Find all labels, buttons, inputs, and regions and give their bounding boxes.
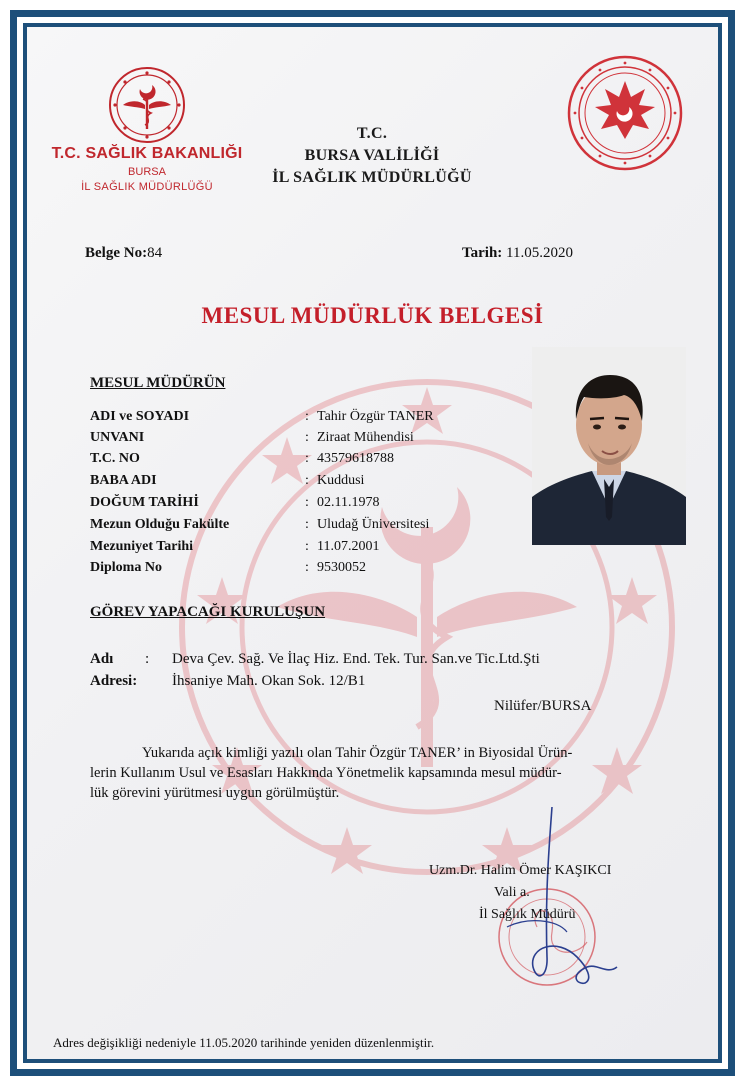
field-label-title: UNVANI <box>90 430 145 445</box>
document-number-value: 84 <box>147 245 163 261</box>
approval-paragraph-line: Yukarıda açık kimliği yazılı olan Tahir Özgür TANER’ in Biyosidal Ürün- <box>142 745 573 761</box>
ministry-department: İL SAĞLIK MÜDÜRLÜĞÜ <box>81 181 213 193</box>
org-address-city: Nilüfer/BURSA <box>494 698 592 714</box>
field-colon: : <box>305 430 309 445</box>
org-address-value: İhsaniye Mah. Okan Sok. 12/B1 <box>172 673 366 689</box>
field-colon: : <box>305 560 309 575</box>
org-name-label: Adı <box>90 651 114 667</box>
field-label-graduation-date: Mezuniyet Tarihi <box>90 539 194 554</box>
document-date <box>462 245 573 262</box>
org-name-value: Deva Çev. Sağ. Ve İlaç Hiz. End. Tek. Tur. San.ve Tic.Ltd.Şti <box>172 651 540 667</box>
document-date-label: Tarih: <box>462 245 503 261</box>
ministry-logo-icon <box>107 65 187 145</box>
field-colon: : <box>305 473 309 488</box>
section-manager-heading: MESUL MÜDÜRÜN <box>90 375 226 391</box>
header-line-directorate: İL SAĞLIK MÜDÜRLÜĞÜ <box>272 169 472 186</box>
field-value-graduation-date: 11.07.2001 <box>317 539 380 554</box>
approval-paragraph-line: lerin Kullanım Usul ve Esasları Hakkında Yönetmelik kapsamında mesul müdür- <box>90 765 562 781</box>
field-label-birth-date: DOĞUM TARİHİ <box>90 495 199 510</box>
field-colon: : <box>305 539 309 554</box>
field-label-faculty: Mezun Olduğu Fakülte <box>90 517 230 532</box>
field-label-id-number: T.C. NO <box>90 451 140 466</box>
field-label-father-name: BABA ADI <box>90 473 157 488</box>
field-value-diploma-no: 9530052 <box>317 560 366 575</box>
org-address-label: Adresi: <box>90 673 138 689</box>
ministry-city: BURSA <box>128 166 166 178</box>
official-stamp-and-signature <box>467 807 637 997</box>
field-colon: : <box>305 451 309 466</box>
approval-paragraph <box>90 743 646 803</box>
field-value-faculty: Uludağ Üniversitesi <box>317 517 430 532</box>
signatory-role-deputy: Vali a. <box>494 885 530 900</box>
certificate-page <box>27 27 718 1059</box>
document-number-label: Belge No: <box>85 245 148 261</box>
org-name-colon: : <box>145 651 150 667</box>
field-value-father-name: Kuddusi <box>317 473 365 488</box>
signatory-name: Uzm.Dr. Halim Ömer KAŞIKCI <box>429 863 612 878</box>
header-line-governorship: BURSA VALİLİĞİ <box>304 147 440 164</box>
field-value-birth-date: 02.11.1978 <box>317 495 380 510</box>
ministry-name: T.C. SAĞLIK BAKANLIĞI <box>51 145 243 162</box>
field-label-name: ADI ve SOYADI <box>90 409 190 424</box>
field-colon: : <box>305 495 309 510</box>
field-value-name: Tahir Özgür TANER <box>317 409 434 424</box>
field-label-diploma-no: Diploma No <box>90 560 162 575</box>
field-value-title: Ziraat Mühendisi <box>317 430 414 445</box>
field-colon: : <box>305 409 309 424</box>
portrait-photo <box>532 347 686 545</box>
section-organization-heading: GÖREV YAPACAĞI KURULUŞUN <box>90 604 326 620</box>
document-date-value: 11.05.2020 <box>506 245 573 261</box>
footer-note: Adres değişikliği nedeniyle 11.05.2020 tarihinde yeniden düzenlenmiştir. <box>53 1035 435 1050</box>
field-value-id-number: 43579618788 <box>317 451 394 466</box>
document-number <box>85 245 162 262</box>
signatory-role-director: İl Sağlık Müdürü <box>479 907 576 922</box>
header-line-tc: T.C. <box>356 125 388 142</box>
approval-paragraph-line: lük görevini yürütmesi uygun görülmüştür. <box>90 785 340 801</box>
governorship-seal-icon <box>565 53 685 173</box>
field-colon: : <box>305 517 309 532</box>
certificate-title: MESUL MÜDÜRLÜK BELGESİ <box>201 303 544 328</box>
